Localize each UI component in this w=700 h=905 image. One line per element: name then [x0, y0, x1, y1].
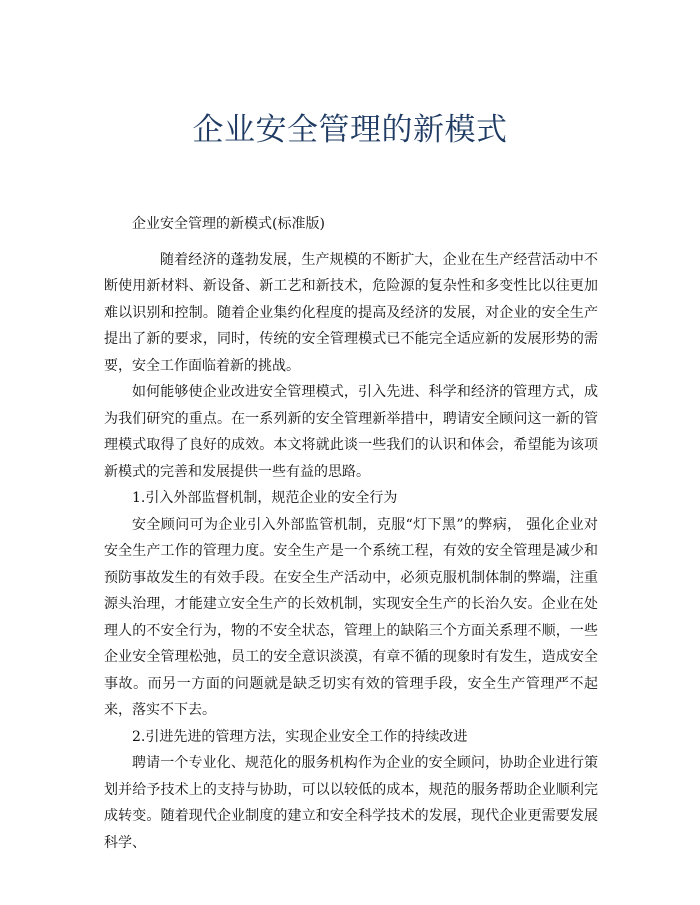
section-heading-1: 1.引入外部监督机制，规范企业的安全行为 [132, 490, 398, 506]
paragraph-approach: 如何能够使企业改进安全管理模式，引入先进、科学和经济的管理方式，成为我们研究的重点。在一系列新的安全管理新举措中，聘请安全顾问这一新的管理模式取得了良好的成效。本文将就此谈一些我们的认识和体会，希望能为该项新模式的完善和发展提供一些有益的思路。 [104, 384, 598, 480]
paragraph-section-2: 聘请一个专业化、规范化的服务机构作为企业的安全顾问，协助企业进行策划并给予技术上的支持与协助，可以以较低的成本，规范的服务帮助企业顺利完成转变。随着现代企业制度的建立和安全科学技术的发展，现代企业更需要发展科学、 [104, 755, 598, 851]
document-subtitle: 企业安全管理的新模式(标准版) [132, 216, 325, 232]
document-title: 企业安全管理的新模式 [192, 112, 508, 148]
paragraph-intro: 随着经济的蓬勃发展，生产规模的不断扩大，企业在生产经营活动中不断使用新材料、新设备、新工艺和新技术，危险源的复杂性和多变性比以往更加难以识别和控制。随着企业集约化程度的提高及经济的发展，对企业的安全生产提出了新的要求，同时，传统的安全管理模式已不能完全适应新的发展形势的需要，安全工作面临着新的挑战。 [104, 251, 598, 374]
paragraph-section-1: 安全顾问可为企业引入外部监管机制，克服“灯下黑”的弊病， 强化企业对安全生产工作的管理力度。安全生产是一个系统工程，有效的安全管理是减少和预防事故发生的有效手段。在安全生产活动中，必须克服机制体制的弊端，注重源头治理，才能建立安全生产的长效机制，实现安全生产的长治久安。企业在处理人的不安全行为，物的不安全状态，管理上的缺陷三个方面关系理不顺，一些企业安全管理松弛，员工的安全意识淡漠，有章不循的现象时有发生，造成安全事故。而另一方面的问题就是缺乏切实有效的管理手段，安全生产管理严不起来，落实不下去。 [104, 516, 598, 718]
section-heading-2: 2.引进先进的管理方法，实现企业安全工作的持续改进 [132, 728, 468, 745]
document-body [104, 211, 598, 856]
